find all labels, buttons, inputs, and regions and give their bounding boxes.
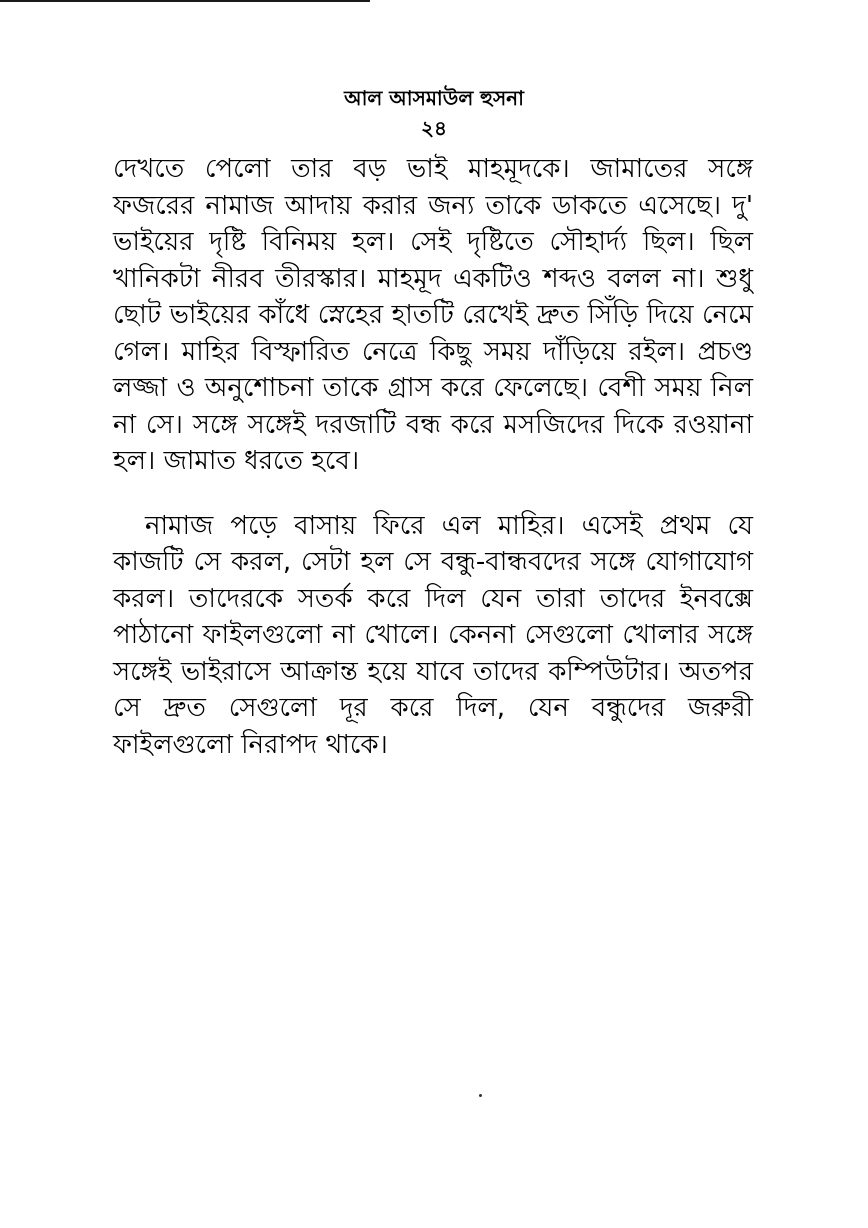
running-title: আল আসমাউল হুসনা xyxy=(344,86,524,110)
page-header xyxy=(0,84,868,142)
paragraph-2: নামাজ পড়ে বাসায় ফিরে এল মাহির। এসেই প্রথম যে কাজটি সে করল, সেটা হল সে বন্ধু-বান্ধবদের সঙ্গে যোগাযোগ করল। তাদেরকে সতর্ক করে দিল যেন তারা তাদের ইনবক্সে পাঠানো ফাইলগুলো না খোলে। কেননা সেগুলো খোলার সঙ্গে সঙ্গেই ভাইরাসে আক্রান্ত হয়ে যাবে তাদের কম্পিউটার। অতপর সে দ্রুত সেগুলো দূর করে দিল, যেন বন্ধুদের জরুরী ফাইলগুলো নিরাপদ থাকে। xyxy=(113,510,753,760)
paragraph-1: দেখতে পেলো তার বড় ভাই মাহমূদকে। জামাতের সঙ্গে ফজরের নামাজ আদায় করার জন্য তাকে ডাকতে এসেছে। দু' ভাইয়ের দৃষ্টি বিনিময় হল। সেই দৃষ্টিতে সৌহার্দ্য ছিল। ছিল খানিকটা নীরব তীরস্কার। মাহমূদ একটিও শব্দও বলল না। শুধু ছোট ভাইয়ের কাঁধে স্নেহের হাতটি রেখেই দ্রুত সিঁড়ি দিয়ে নেমে গেল। মাহির বিস্ফারিত নেত্রে কিছু সময় দাঁড়িয়ে রইল। প্রচণ্ড লজ্জা ও অনুশোচনা তাকে গ্রাস করে ফেলেছে। বেশী সময় নিল না সে। সঙ্গে সঙ্গেই দরজাটি বন্ধ করে মসজিদের দিকে রওয়ানা হল। জামাত ধরতে হবে। xyxy=(113,154,753,476)
body-text xyxy=(113,151,753,763)
page-number: ২৪ xyxy=(421,116,447,140)
scan-speck xyxy=(479,1094,482,1097)
